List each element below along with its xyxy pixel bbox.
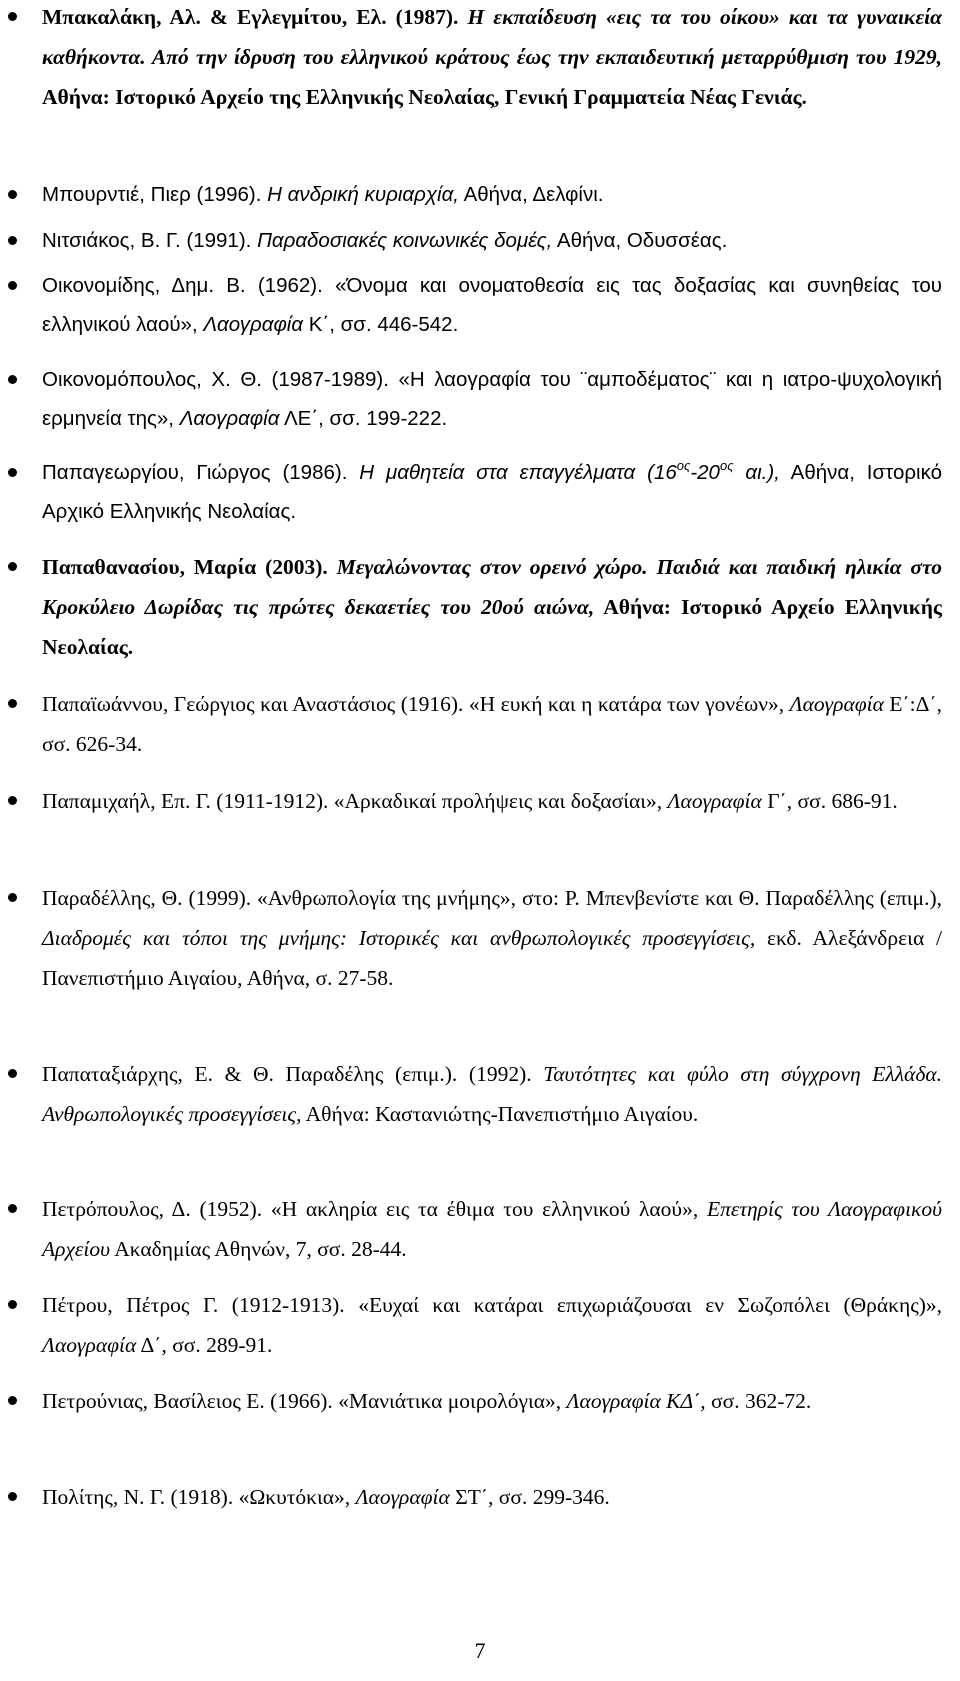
entry-article: «Αρκαδικαί προλήψεις και δοξασίαι», xyxy=(333,789,663,813)
entry-publisher: Ε΄:Δ΄, σσ. 626-34. xyxy=(42,692,943,756)
entry-journal: Λαογραφία xyxy=(42,1333,137,1357)
entry-publisher: Αθήνα, Ιστορικό Αρχικό Ελληνικής Νεολαίας. xyxy=(42,461,942,523)
list-item xyxy=(0,453,942,531)
entry-author: Μπουρντιέ, Πιερ (1996). xyxy=(42,183,262,206)
bullet-icon xyxy=(8,893,17,902)
entry-publisher: ΣΤ΄, σσ. 299-346. xyxy=(455,1485,610,1509)
entry-author: Παπαθανασίου, Μαρία (2003). xyxy=(42,555,328,579)
entry-article: «Ανθρωπολογία της μνήμης», στο: Ρ. Μπενβενίστε και Θ. Παραδέλλης (επιμ.), xyxy=(257,886,942,910)
entry-author: Οικονομόπουλος, Χ. Θ. (1987-1989). xyxy=(42,368,389,391)
entry-publisher: Κ΄, σσ. 446-542. xyxy=(308,313,459,336)
entry-title: Ταυτότητες και φύλο στη σύγχρονη Ελλάδα. Ανθρωπολογικές προσεγγίσεις, xyxy=(42,1062,942,1126)
entry-author: Πέτρου, Πέτρος Γ. (1912-1913). xyxy=(42,1293,345,1317)
entry-author: Μπακαλάκη, Αλ. & Εγλεγμίτου, Ελ. (1987). xyxy=(42,5,459,29)
entry-author: Πολίτης, Ν. Γ. (1918). xyxy=(42,1485,234,1509)
entry-title: Η μαθητεία στα επαγγέλματα ($16^{o\varsigma}-20^{o\varsigma}$ αι.), xyxy=(359,458,780,484)
bullet-icon xyxy=(8,1204,17,1213)
entry-author: Παπαταξιάρχης, Ε. & Θ. Παραδέλης (επιμ.). (1992). xyxy=(42,1062,532,1086)
bullet-icon xyxy=(8,375,17,384)
bullet-icon xyxy=(8,281,17,290)
entry-journal: Επετηρίς του Λαογραφικού Αρχείου xyxy=(42,1197,942,1261)
entry-publisher: ΛΕ΄, σσ. 199-222. xyxy=(283,407,448,430)
entry-author: Παπαγεωργίου, Γιώργος (1986). xyxy=(42,461,348,484)
entry-title: Η εκπαίδευση «εις τα του οίκου» και τα γυναικεία καθήκοντα. Από την ίδρυση του ελληνικού κράτους έως την εκπαιδευτική μεταρρύθμιση του 1929, xyxy=(42,5,943,69)
bullet-icon xyxy=(8,468,17,477)
entry-journal: Λαογραφία xyxy=(355,1485,450,1509)
entry-article: «Ευχαί και κατάραι επιχωριάζουσαι εν Σωζοπόλει (Θράκης)», xyxy=(358,1293,942,1317)
list-item xyxy=(0,221,942,260)
page-number: 7 xyxy=(474,1638,486,1663)
entry-article: «Ωκυτόκια», xyxy=(238,1485,351,1509)
entry-publisher: εκδ. Αλεξάνδρεια / Πανεπιστήμιο Αιγαίου, Αθήνα, σ. 27-58. xyxy=(42,926,942,990)
entry-publisher: Ακαδημίας Αθηνών, 7, σσ. 28-44. xyxy=(114,1237,407,1261)
bullet-icon xyxy=(8,190,17,199)
entry-journal: Λαογραφία xyxy=(203,313,304,336)
list-item xyxy=(0,547,942,667)
list-item xyxy=(0,1189,942,1269)
entry-journal: Λαογραφία xyxy=(789,692,884,716)
bullet-icon xyxy=(8,1492,17,1501)
entry-article: «Η ευκή και η κατάρα των γονέων», xyxy=(468,692,785,716)
entry-title: Διαδρομές και τόποι της μνήμης: Ιστορικές και ανθρωπολογικές προσεγγίσεις, xyxy=(42,926,756,950)
list-item xyxy=(0,781,942,821)
list-item xyxy=(0,684,942,764)
entry-journal: Λαογραφία xyxy=(179,407,280,430)
entry-title: Παραδοσιακές κοινωνικές δομές, xyxy=(257,229,553,252)
entry-author: Νιτσιάκος, Β. Γ. (1991). xyxy=(42,229,252,252)
bullet-icon xyxy=(8,1300,17,1309)
entry-journal: Λαογραφία ΚΔ΄, xyxy=(566,1389,706,1413)
entry-publisher: Αθήνα, Δελφίνι. xyxy=(463,183,604,206)
bullet-icon xyxy=(8,236,17,245)
list-item xyxy=(0,1054,942,1134)
list-item xyxy=(0,266,942,344)
bullet-icon xyxy=(8,699,17,708)
bullet-icon xyxy=(8,562,17,571)
list-item xyxy=(0,360,942,438)
bullet-icon xyxy=(8,1396,17,1405)
bullet-icon xyxy=(8,12,17,21)
list-item xyxy=(0,1381,942,1421)
list-item xyxy=(0,175,942,214)
entry-title: Η ανδρική κυριαρχία, xyxy=(267,183,459,206)
entry-publisher: Δ΄, σσ. 289-91. xyxy=(140,1333,273,1357)
entry-author: Πετρούνιας, Βασίλειος Ε. (1966). xyxy=(42,1389,333,1413)
entry-author: Παραδέλλης, Θ. (1999). xyxy=(42,886,252,910)
entry-author: Πετρόπουλος, Δ. (1952). xyxy=(42,1197,263,1221)
list-item xyxy=(0,878,942,998)
entry-article: «Η ακληρία εις τα έθιμα του ελληνικού λαού», xyxy=(270,1197,699,1221)
entry-title: Μεγαλώνοντας στον ορεινό χώρο. Παιδιά και παιδική ηλικία στο Κροκύλειο Δωρίδας τις πρώτες δεκαετίες του 20ού αιώνα, xyxy=(42,555,942,619)
list-item xyxy=(0,1285,942,1365)
entry-author: Παπαϊωάννου, Γεώργιος και Αναστάσιος (1916). xyxy=(42,692,464,716)
entry-journal: Λαογραφία xyxy=(667,789,762,813)
list-item xyxy=(0,0,942,117)
entry-author: Οικονομίδης, Δημ. Β. (1962). xyxy=(42,274,323,297)
entry-publisher: σσ. 362-72. xyxy=(711,1389,812,1413)
entry-publisher: Αθήνα: Καστανιώτης-Πανεπιστήμιο Αιγαίου. xyxy=(305,1102,699,1126)
bullet-icon xyxy=(8,796,17,805)
entry-publisher: Αθήνα: Ιστορικό Αρχείο της Ελληνικής Νεολαίας, Γενική Γραμματεία Νέας Γενιάς. xyxy=(42,85,807,109)
entry-author: Παπαμιχαήλ, Επ. Γ. (1911-1912). xyxy=(42,789,329,813)
entry-article: «Όνομα και ονοματοθεσία εις τας δοξασίας και συνηθείας του ελληνικού λαού», xyxy=(42,274,943,336)
entry-article: «Η λαογραφία του ¨αμποδέματος¨ και η ιατρο-ψυχολογική ερμηνεία της», xyxy=(42,368,942,430)
entry-publisher: Γ΄, σσ. 686-91. xyxy=(767,789,898,813)
entry-publisher: Αθήνα: Ιστορικό Αρχείο Ελληνικής Νεολαίας. xyxy=(42,595,942,659)
entry-article: «Μανιάτικα μοιρολόγια», xyxy=(338,1389,562,1413)
list-item xyxy=(0,1477,942,1517)
bullet-icon xyxy=(8,1069,17,1078)
entry-publisher: Αθήνα, Οδυσσέας. xyxy=(556,229,728,252)
